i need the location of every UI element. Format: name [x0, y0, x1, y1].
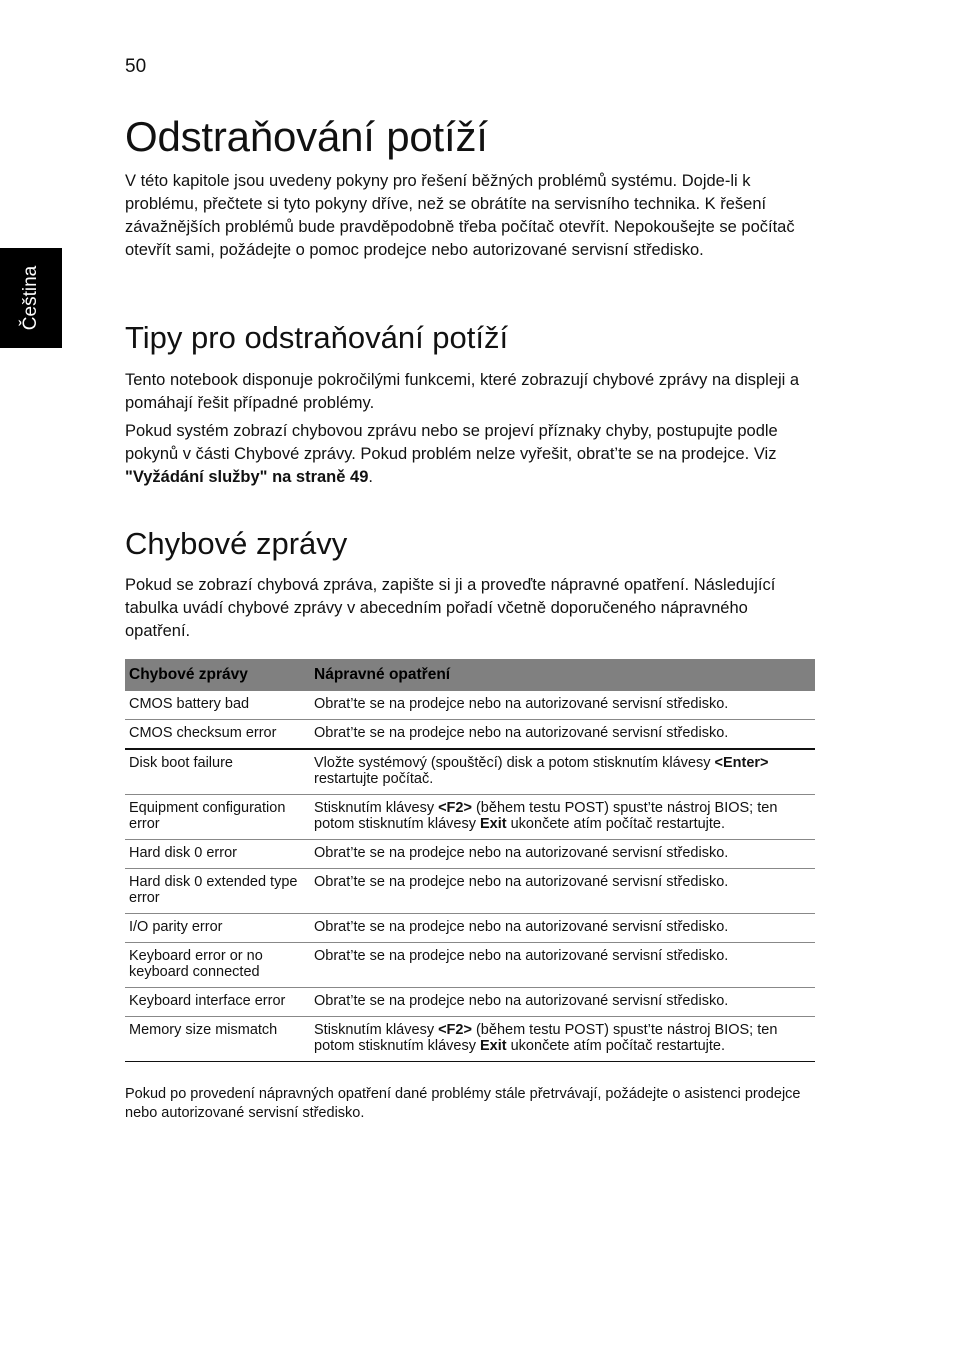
key-label: <F2>: [438, 1022, 472, 1038]
table-row: [125, 914, 815, 943]
section-heading-tips: Tipy pro odstraňování potíží: [125, 320, 509, 355]
error-message-cell: Keyboard error or no keyboard connected: [125, 943, 310, 988]
action-cell: Obrat’te se na prodejce nebo na autorizované servisní středisko.: [310, 869, 815, 914]
error-message-cell: I/O parity error: [125, 914, 310, 943]
action-cell: Obrat’te se na prodejce nebo na autorizované servisní středisko.: [310, 720, 815, 750]
key-label: Exit: [480, 816, 507, 832]
section-heading-errors: Chybové zprávy: [125, 526, 348, 561]
key-label: <F2>: [438, 800, 472, 816]
error-message-cell: Equipment configuration error: [125, 795, 310, 840]
page-number: 50: [125, 56, 147, 77]
table-row: [125, 795, 815, 840]
language-tab: [0, 248, 62, 348]
key-label: <Enter>: [714, 755, 769, 771]
action-cell: [310, 795, 815, 840]
page-title: Odstraňování potíží: [125, 113, 488, 160]
table-row: [125, 869, 815, 914]
tips-paragraph-2-end: .: [368, 468, 373, 486]
error-message-cell: CMOS battery bad: [125, 691, 310, 720]
table-header-actions: Nápravné opatření: [310, 659, 815, 691]
key-label: Exit: [480, 1038, 507, 1054]
action-cell: Obrat’te se na prodejce nebo na autorizované servisní středisko.: [310, 988, 815, 1017]
table-row: [125, 691, 815, 720]
table-header-messages: Chybové zprávy: [125, 659, 310, 691]
errors-paragraph: Pokud se zobrazí chybová zpráva, zapište si ji a proveďte nápravné opatření. Následující tabulka uvádí chybové zprávy v abecedním pořadí včetně doporučeného nápravného opatření.: [125, 576, 776, 640]
action-cell: Obrat’te se na prodejce nebo na autorizované servisní středisko.: [310, 840, 815, 869]
service-reference-link[interactable]: "Vyžádání služby" na straně 49: [125, 468, 369, 486]
action-text: ukončete atím počítač restartujte.: [506, 1038, 726, 1054]
action-text: (během testu POST) spust’te nástroj BIOS; ten potom stisknutím klávesy: [314, 800, 778, 832]
table-row: [125, 720, 815, 750]
table-row: [125, 1017, 815, 1062]
action-cell: Obrat’te se na prodejce nebo na autorizované servisní středisko.: [310, 914, 815, 943]
action-text: Stisknutím klávesy: [314, 1022, 439, 1038]
error-message-cell: Hard disk 0 error: [125, 840, 310, 869]
tips-paragraph-1: Tento notebook disponuje pokročilými funkcemi, které zobrazují chybové zprávy na displeji a pomáhají řešit případné problémy.: [125, 371, 800, 412]
action-text: Stisknutím klávesy: [314, 800, 439, 816]
footnote: Pokud po provedení nápravných opatření dané problémy stále přetrvávají, požádejte o asistenci prodejce nebo autorizované servisní středisko.: [125, 1086, 801, 1121]
table-row: [125, 988, 815, 1017]
action-cell: Obrat’te se na prodejce nebo na autorizované servisní středisko.: [310, 691, 815, 720]
error-message-cell: CMOS checksum error: [125, 720, 310, 750]
table-row: [125, 749, 815, 795]
tips-paragraph-2: [125, 420, 815, 489]
language-tab-label: Čeština: [20, 265, 42, 331]
error-message-cell: Memory size mismatch: [125, 1017, 310, 1062]
action-text: (během testu POST) spust’te nástroj BIOS; ten potom stisknutím klávesy: [314, 1022, 778, 1054]
error-message-cell: Disk boot failure: [125, 749, 310, 795]
table-header-row: [125, 659, 815, 691]
error-messages-table: [125, 659, 815, 1062]
action-text: restartujte počítač.: [314, 771, 434, 787]
table-row: [125, 840, 815, 869]
action-cell: Obrat’te se na prodejce nebo na autorizované servisní středisko.: [310, 943, 815, 988]
error-message-cell: Hard disk 0 extended type error: [125, 869, 310, 914]
action-text: Vložte systémový (spouštěcí) disk a potom stisknutím klávesy: [314, 755, 715, 771]
tips-paragraph-2-text: Pokud systém zobrazí chybovou zprávu nebo se projeví příznaky chyby, postupujte podle pokynů v části Chybové zprávy. Pokud problém nelze vyřešit, obrat’te se na prodejce. Viz: [125, 422, 778, 463]
error-message-cell: Keyboard interface error: [125, 988, 310, 1017]
action-cell: [310, 1017, 815, 1062]
table-row: [125, 943, 815, 988]
action-text: ukončete atím počítač restartujte.: [506, 816, 726, 832]
action-cell: [310, 749, 815, 795]
intro-paragraph: V této kapitole jsou uvedeny pokyny pro řešení běžných problémů systému. Dojde-li k problému, přečtete si tyto pokyny dříve, než se obrátíte na servisního technika. K řešení závažnějších problémů bude pravděpodobně třeba počítač otevřít. Nepokoušejte se počítač otevřít sami, požádejte o pomoc prodejce nebo autorizované servisní středisko.: [125, 172, 795, 259]
